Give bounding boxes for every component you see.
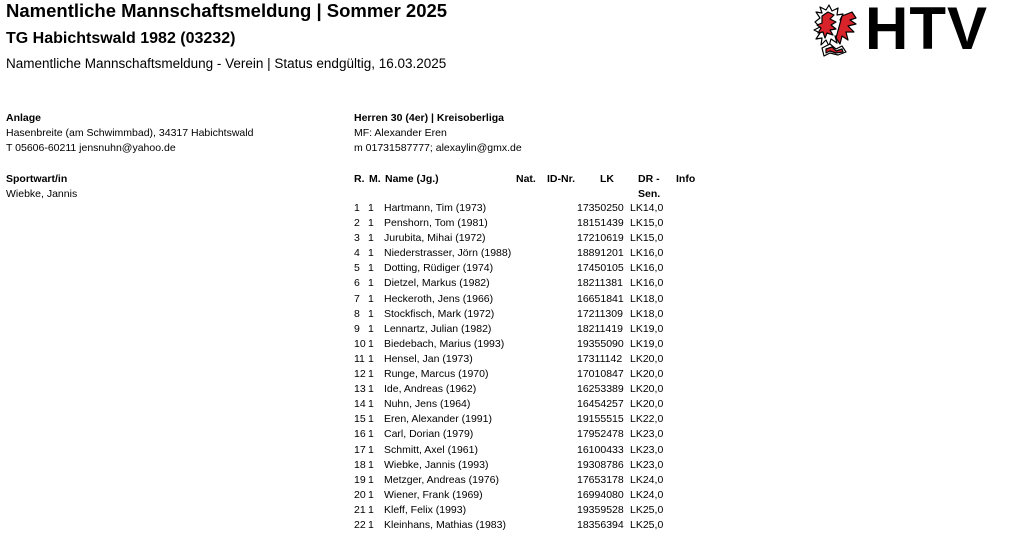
- id-number-cell: 16100433: [577, 443, 624, 456]
- player-name-cell: Eren, Alexander (1991): [384, 413, 492, 426]
- player-name-cell: Runge, Marcus (1970): [384, 368, 489, 381]
- header-r: R.: [354, 173, 365, 185]
- team-number-cell: 1: [368, 473, 374, 486]
- nationality-cell: [546, 412, 577, 427]
- table-row: [352, 307, 668, 322]
- id-number-cell: 19155515: [577, 413, 624, 426]
- player-name-cell: Wiebke, Jannis (1993): [384, 458, 489, 471]
- rank-cell: 20: [354, 488, 366, 501]
- team-number-cell: 1: [368, 247, 374, 260]
- table-row: [352, 458, 668, 473]
- lk-cell: LK20,0: [630, 352, 664, 365]
- lk-cell: LK23,0: [630, 443, 664, 456]
- team-number-cell: 1: [368, 322, 374, 335]
- player-table: [352, 201, 668, 533]
- player-name-cell: Penshorn, Tom (1981): [384, 217, 488, 230]
- rank-cell: 12: [354, 368, 366, 381]
- player-name-cell: Schmitt, Axel (1961): [384, 443, 478, 456]
- table-row: [352, 443, 668, 458]
- nationality-cell: [546, 488, 577, 503]
- nationality-cell: [546, 503, 577, 518]
- lk-cell: LK16,0: [630, 247, 664, 260]
- team-number-cell: 1: [368, 518, 374, 531]
- lk-cell: LK14,0: [630, 202, 664, 214]
- player-name-cell: Carl, Dorian (1979): [384, 428, 474, 441]
- nationality-cell: [546, 322, 577, 337]
- nationality-cell: [546, 246, 577, 261]
- team-number-cell: 1: [368, 277, 374, 290]
- status-line: Namentliche Mannschaftsmeldung - Verein | Status endgültig, 16.03.2025: [6, 56, 447, 71]
- lk-cell: LK15,0: [630, 232, 664, 245]
- team-number-cell: 1: [368, 503, 374, 516]
- header-id: ID-Nr.: [547, 173, 576, 185]
- rank-cell: 5: [354, 262, 360, 275]
- team-contact: m 01731587777; alexaylin@gmx.de: [354, 142, 522, 154]
- table-row: [352, 201, 668, 216]
- table-row: [352, 518, 668, 533]
- team-number-cell: 1: [368, 368, 374, 381]
- rank-cell: 19: [354, 473, 366, 486]
- rank-cell: 17: [354, 443, 366, 456]
- rank-cell: 21: [354, 503, 366, 516]
- id-number-cell: 18891201: [577, 247, 624, 260]
- player-name-cell: Niederstrasser, Jörn (1988): [384, 247, 512, 260]
- rank-cell: 9: [354, 322, 360, 335]
- table-row: [352, 276, 668, 291]
- nationality-cell: [546, 261, 577, 276]
- player-name-cell: Hartmann, Tim (1973): [384, 202, 487, 214]
- rank-cell: 22: [354, 518, 366, 531]
- table-row: [352, 231, 668, 246]
- header-info: Info: [676, 173, 696, 185]
- lk-cell: LK23,0: [630, 458, 664, 471]
- table-row: [352, 473, 668, 488]
- lk-cell: LK20,0: [630, 368, 664, 381]
- lk-cell: LK23,0: [630, 428, 664, 441]
- table-row: [352, 397, 668, 412]
- id-number-cell: 17450105: [577, 262, 624, 275]
- sportwart-label: Sportwart/in: [6, 173, 68, 185]
- id-number-cell: 16994080: [577, 488, 624, 501]
- nationality-cell: [546, 397, 577, 412]
- header-nat: Nat.: [516, 173, 536, 185]
- anlage-phone: T 05606-60211 jensnuhn@yahoo.de: [6, 142, 176, 154]
- header-sen: Sen.: [638, 188, 661, 200]
- player-name-cell: Wiener, Frank (1969): [384, 488, 483, 501]
- lk-cell: LK20,0: [630, 398, 664, 411]
- rank-cell: 6: [354, 277, 360, 290]
- player-name-cell: Lennartz, Julian (1982): [384, 322, 492, 335]
- rank-cell: 16: [354, 428, 366, 441]
- player-name-cell: Biedebach, Marius (1993): [384, 337, 505, 350]
- player-name-cell: Dietzel, Markus (1982): [384, 277, 490, 290]
- nationality-cell: [546, 307, 577, 322]
- team-number-cell: 1: [368, 383, 374, 396]
- team-league: Herren 30 (4er) | Kreisoberliga: [354, 112, 504, 124]
- table-row: [352, 216, 668, 231]
- team-number-cell: 1: [368, 352, 374, 365]
- id-number-cell: 18151439: [577, 217, 624, 230]
- lk-cell: LK19,0: [630, 322, 664, 335]
- team-number-cell: 1: [368, 488, 374, 501]
- rank-cell: 10: [354, 337, 366, 350]
- id-number-cell: 16253389: [577, 383, 624, 396]
- team-number-cell: 1: [368, 337, 374, 350]
- lk-cell: LK24,0: [630, 488, 664, 501]
- table-row: [352, 367, 668, 382]
- table-row: [352, 503, 668, 518]
- rank-cell: 7: [354, 292, 360, 305]
- club-name: TG Habichtswald 1982 (03232): [6, 30, 236, 47]
- id-number-cell: 17350250: [577, 202, 624, 214]
- team-captain: MF: Alexander Eren: [354, 127, 447, 139]
- player-name-cell: Dotting, Rüdiger (1974): [384, 262, 494, 275]
- table-row: [352, 488, 668, 503]
- header-m: M.: [369, 173, 381, 185]
- rank-cell: 14: [354, 398, 366, 411]
- table-row: [352, 352, 668, 367]
- nationality-cell: [546, 458, 577, 473]
- nationality-cell: [546, 473, 577, 488]
- id-number-cell: 18211419: [577, 322, 623, 335]
- nationality-cell: [546, 518, 577, 533]
- nationality-cell: [546, 337, 577, 352]
- team-number-cell: 1: [368, 428, 374, 441]
- nationality-cell: [546, 231, 577, 246]
- nationality-cell: [546, 276, 577, 291]
- id-number-cell: 17211309: [577, 307, 623, 320]
- id-number-cell: 17210619: [577, 232, 624, 245]
- id-number-cell: 19359528: [577, 503, 624, 516]
- team-number-cell: 1: [368, 398, 374, 411]
- rank-cell: 4: [354, 247, 360, 260]
- lk-cell: LK25,0: [630, 503, 664, 516]
- id-number-cell: 17311142: [577, 352, 623, 365]
- player-name-cell: Kleff, Felix (1993): [384, 503, 467, 516]
- lk-cell: LK18,0: [630, 307, 664, 320]
- lk-cell: LK20,0: [630, 383, 664, 396]
- rank-cell: 13: [354, 383, 366, 396]
- team-number-cell: 1: [368, 262, 374, 275]
- nationality-cell: [546, 292, 577, 307]
- lk-cell: LK16,0: [630, 262, 664, 275]
- nationality-cell: [546, 216, 577, 231]
- lk-cell: LK18,0: [630, 292, 664, 305]
- header-dr: DR -: [638, 173, 660, 185]
- lk-cell: LK15,0: [630, 217, 664, 230]
- nationality-cell: [546, 443, 577, 458]
- htv-wordmark: HTV: [865, 0, 988, 62]
- team-number-cell: 1: [368, 232, 374, 245]
- table-row: [352, 261, 668, 276]
- anlage-address: Hasenbreite (am Schwimmbad), 34317 Habichtswald: [6, 127, 254, 139]
- rank-cell: 8: [354, 307, 360, 320]
- lk-cell: LK24,0: [630, 473, 664, 486]
- table-row: [352, 292, 668, 307]
- page-title: Namentliche Mannschaftsmeldung | Sommer 2025: [6, 0, 448, 21]
- rank-cell: 2: [354, 217, 360, 230]
- rank-cell: 3: [354, 232, 360, 245]
- rank-cell: 1: [354, 202, 360, 214]
- player-name-cell: Metzger, Andreas (1976): [384, 473, 499, 486]
- sportwart-name: Wiebke, Jannis: [6, 188, 78, 200]
- player-name-cell: Nuhn, Jens (1964): [384, 398, 471, 411]
- id-number-cell: 18356394: [577, 518, 624, 531]
- rank-cell: 11: [354, 352, 365, 365]
- header-name: Name (Jg.): [385, 173, 439, 185]
- player-name-cell: Jurubita, Mihai (1972): [384, 232, 486, 245]
- team-number-cell: 1: [368, 413, 374, 426]
- rank-cell: 15: [354, 413, 366, 426]
- id-number-cell: 17952478: [577, 428, 624, 441]
- nationality-cell: [546, 367, 577, 382]
- table-row: [352, 322, 668, 337]
- lk-cell: LK25,0: [630, 518, 664, 531]
- table-row: [352, 427, 668, 442]
- player-name-cell: Heckeroth, Jens (1966): [384, 292, 494, 305]
- id-number-cell: 17010847: [577, 368, 624, 381]
- team-number-cell: 1: [368, 307, 374, 320]
- id-number-cell: 16651841: [577, 292, 624, 305]
- team-number-cell: 1: [368, 292, 374, 305]
- table-row: [352, 246, 668, 261]
- nationality-cell: [546, 352, 577, 367]
- id-number-cell: 19308786: [577, 458, 624, 471]
- table-row: [352, 337, 668, 352]
- team-number-cell: 1: [368, 217, 374, 230]
- player-name-cell: Kleinhans, Mathias (1983): [384, 518, 506, 531]
- id-number-cell: 17653178: [577, 473, 624, 486]
- htv-logo: [812, 2, 1027, 60]
- lk-cell: LK16,0: [630, 277, 664, 290]
- id-number-cell: 19355090: [577, 337, 624, 350]
- hessian-lion-icon: [812, 2, 864, 60]
- table-row: [352, 382, 668, 397]
- team-number-cell: 1: [368, 443, 374, 456]
- header-lk: LK: [600, 173, 614, 185]
- team-number-cell: 1: [368, 458, 374, 471]
- table-row: [352, 412, 668, 427]
- player-name-cell: Ide, Andreas (1962): [384, 383, 477, 396]
- id-number-cell: 18211381: [577, 277, 623, 290]
- player-name-cell: Hensel, Jan (1973): [384, 352, 473, 365]
- nationality-cell: [546, 382, 577, 397]
- lk-cell: LK19,0: [630, 337, 664, 350]
- nationality-cell: [546, 427, 577, 442]
- player-name-cell: Stockfisch, Mark (1972): [384, 307, 495, 320]
- team-number-cell: 1: [368, 202, 374, 214]
- lk-cell: LK22,0: [630, 413, 664, 426]
- anlage-label: Anlage: [6, 112, 42, 124]
- id-number-cell: 16454257: [577, 398, 624, 411]
- rank-cell: 18: [354, 458, 366, 471]
- nationality-cell: [546, 201, 577, 216]
